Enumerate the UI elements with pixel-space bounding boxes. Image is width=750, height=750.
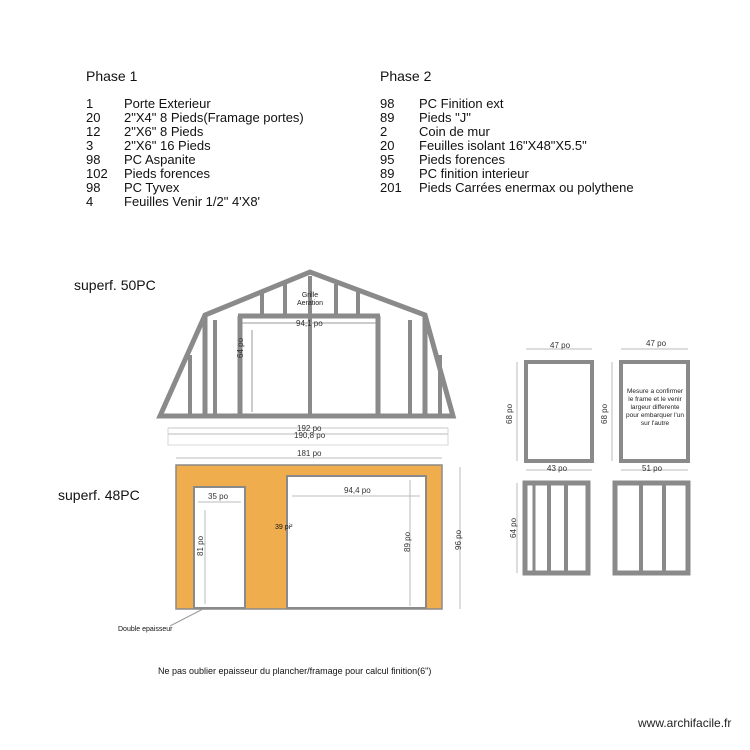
list-item: 98 PC Finition ext: [380, 96, 504, 111]
list-item: 1 Porte Exterieur: [86, 96, 211, 111]
panel-left-height: 68 po: [505, 403, 514, 424]
panel-left-top-width: 47 po: [550, 341, 571, 350]
panel-right-top-width: 47 po: [646, 339, 667, 348]
list-item: 20 2"X4" 8 Pieds(Framage portes): [86, 110, 304, 125]
list-item: 89 PC finition interieur: [380, 166, 529, 181]
panel-left-large: [517, 349, 592, 470]
list-item: 4 Feuilles Venir 1/2" 4'X8': [86, 194, 261, 209]
wall-height: 96 po: [454, 529, 463, 550]
gable-opening-height: 64 po: [236, 337, 245, 358]
double-thickness-note: Double epaisseur: [118, 626, 173, 633]
list-item: 98 PC Aspanite: [86, 152, 196, 167]
panel-left-bottom-width: 43 po: [547, 464, 568, 473]
list-item: 98 PC Tyvex: [86, 180, 180, 195]
phase1-title: Phase 1: [86, 68, 138, 84]
phase2-title: Phase 2: [380, 68, 432, 84]
door-height: 81 po: [196, 535, 205, 556]
panel-right-bottom-width: 51 po: [642, 464, 663, 473]
list-item: 3 2"X6" 16 Pieds: [86, 138, 211, 153]
list-item: 2 Coin de mur: [380, 124, 490, 139]
list-item: 102 Pieds forences: [86, 166, 210, 181]
gable-width-inner: 190,8 po: [294, 431, 326, 440]
gable-width-outer: 192 po: [297, 424, 322, 433]
window-height: 89 po: [403, 531, 412, 552]
panel-area: 39 pi²: [275, 524, 293, 531]
gable-opening-width: 94,1 po: [296, 319, 323, 328]
list-item: 20 Feuilles isolant 16"X48"X5.5": [380, 138, 587, 153]
watermark[interactable]: www.archifacile.fr: [638, 716, 732, 730]
list-item: 95 Pieds forences: [380, 152, 505, 167]
small-frame-height: 64 po: [509, 517, 518, 538]
panel-right-height: 68 po: [600, 403, 609, 424]
panel-right-note: Mesure a confirmer le frame et le venir largeur differente pour embarquer l'un sur l'autre: [626, 388, 684, 427]
wall-total-width: 181 po: [297, 449, 322, 458]
wall-area-label: superf. 48PC: [58, 487, 140, 503]
door-width: 35 po: [208, 492, 229, 501]
stud-frame-left: [517, 483, 588, 573]
stud-frame-right: [615, 483, 688, 573]
list-item: 12 2"X6" 8 Pieds: [86, 124, 204, 139]
list-item: 89 Pieds "J": [380, 110, 471, 125]
list-item: 201 Pieds Carrées enermax ou polythene: [380, 180, 634, 195]
gable-area-label: superf. 50PC: [74, 277, 156, 293]
footer-note: Ne pas oublier epaisseur du plancher/framage pour calcul finition(6"): [158, 666, 432, 676]
wall-elevation: [170, 458, 460, 626]
vent-label: Grille Aeration: [296, 292, 324, 307]
window-width: 94,4 po: [344, 486, 371, 495]
